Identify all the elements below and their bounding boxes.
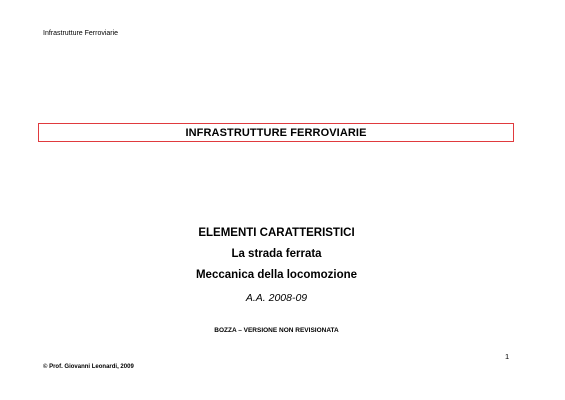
topic-heading: La strada ferrata: [231, 248, 322, 260]
title-box: [38, 123, 514, 142]
topic-heading-2: Meccanica della locomozione: [195, 269, 358, 281]
copyright-footer: © Prof. Giovanni Leonardi, 2009: [43, 364, 134, 370]
page-number: 1: [505, 352, 510, 361]
academic-year: A.A. 2008-09: [245, 292, 308, 304]
running-header: Infrastrutture Ferroviarie: [43, 30, 119, 37]
draft-note: BOZZA – VERSIONE NON REVISIONATA: [214, 327, 339, 334]
document-title: INFRASTRUTTURE FERROVIARIE: [185, 126, 367, 139]
section-heading: ELEMENTI CARATTERISTICI: [198, 227, 355, 239]
